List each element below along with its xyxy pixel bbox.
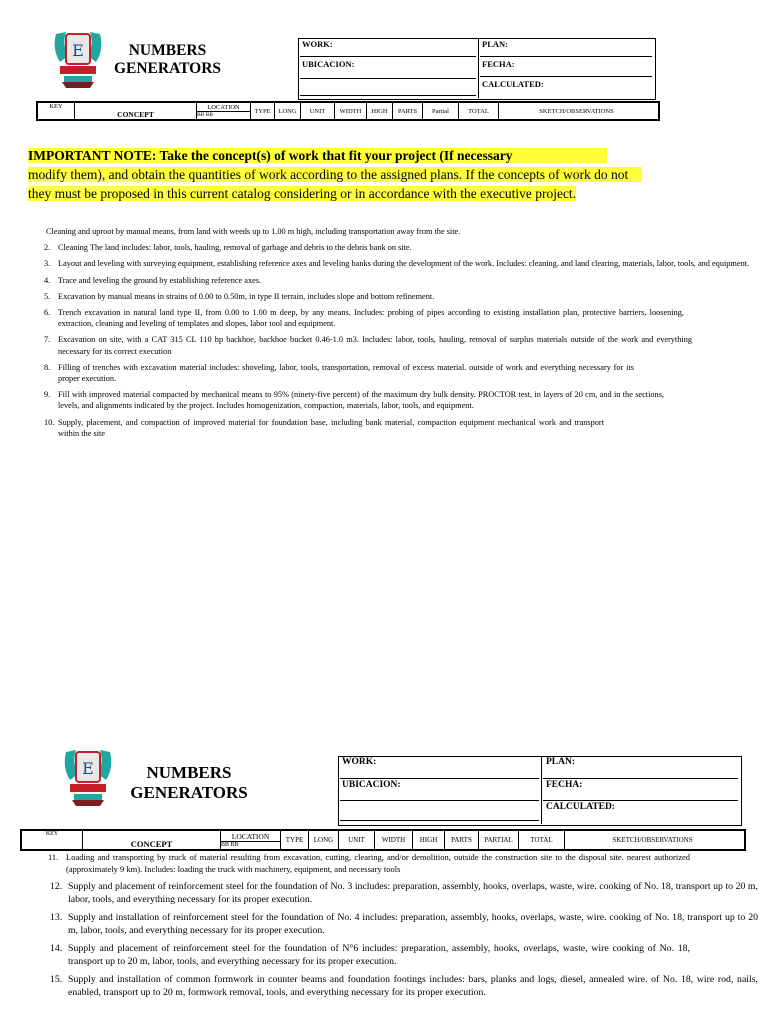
list-item-number: 3. xyxy=(44,259,51,269)
fecha-underline xyxy=(543,800,738,801)
list-item-number: 7. xyxy=(44,335,51,345)
list-item-text: Supply and placement of reinforcement steel for the foundation of No. 3 includes: preparation, assembly, hooks, overlaps, waste, wire. cooking of No. 18, transport up to 20 m, labor, tools, and everything necessary for its proper execution. xyxy=(68,881,758,905)
form-title-line2: GENERATORS xyxy=(113,59,222,77)
col-high: HIGH xyxy=(366,103,392,119)
col-parts: PARTS xyxy=(392,103,422,119)
list-item-number: 5. xyxy=(44,291,51,301)
col-total: TOTAL xyxy=(518,831,564,849)
fecha-underline xyxy=(480,76,652,77)
list-item xyxy=(44,291,766,302)
form-title xyxy=(100,42,235,78)
list-item-text: Fill with improved material compacted by mechanical means to 95% (ninety-five percent) of the maximum dry bulk density. PROCTOR test, in layers of 20 cm, and in the sections, levels, and alignments indicated by the project. Includes homogenization, compaction, materials, labor, tools, and equipment. xyxy=(58,390,664,411)
list-item xyxy=(50,973,758,999)
list-item xyxy=(44,258,766,269)
plan-label: PLAN: xyxy=(482,39,508,49)
list-item-text: Trace and leveling the ground by establishing reference axes. xyxy=(58,275,262,285)
col-sketch: SKETCH/OBSERVATIONS xyxy=(498,103,654,119)
list-item xyxy=(44,334,692,356)
list-item-number: 12. xyxy=(50,881,63,892)
col-key: KEY xyxy=(45,831,59,837)
col-sketch: SKETCH/OBSERVATIONS xyxy=(564,831,740,849)
work-label: WORK: xyxy=(302,39,333,49)
important-note xyxy=(28,146,668,203)
ubicacion-underline-2 xyxy=(340,820,539,821)
col-location xyxy=(220,831,280,849)
column-header-bar xyxy=(20,829,746,851)
project-info-divider xyxy=(541,756,542,824)
col-unit: UNIT xyxy=(300,103,334,119)
list-item-number: 9. xyxy=(44,390,51,400)
list-item xyxy=(44,275,766,286)
plan-underline xyxy=(480,56,652,57)
list-item xyxy=(44,226,766,237)
svg-text:E: E xyxy=(72,41,84,60)
col-long: LONG xyxy=(274,103,300,119)
list-item xyxy=(44,389,664,411)
plan-label: PLAN: xyxy=(546,757,576,767)
list-item-text: Loading and transporting by truck of material resulting from excavation, cutting, clearing, and/or demolition, outside the construction site to the disposal site. nearest authorized (approximately 9 km). Includes: loading the truck with machinery, equipment, and necessary tools xyxy=(66,852,690,874)
list-item xyxy=(44,417,604,439)
work-underline xyxy=(300,56,476,57)
col-width: WIDTH xyxy=(374,831,412,849)
list-item-number: 13. xyxy=(50,912,63,923)
svg-text:E: E xyxy=(82,759,94,778)
project-info-box xyxy=(338,756,742,826)
list-item-text: Layout and leveling with surveying equipment, establishing reference axes and leveling banks during the development of the work. Includes: cleaning. and land clearing, materials, labor, tools, and equipment. xyxy=(58,259,750,269)
col-partial: Partial xyxy=(422,103,458,119)
col-key: KEY xyxy=(49,103,63,110)
project-info-box xyxy=(298,38,656,100)
list-item xyxy=(50,880,758,906)
list-item-text: Supply and placement of reinforcement steel for the foundation of N°6 includes: preparation, assembly, hooks, overlaps, waste, wire cooking of No. 18, transport up to 20 m, labor, tools, and everything necessary for its proper execution. xyxy=(68,943,690,967)
list-item xyxy=(44,307,684,329)
form-title-line1: NUMBERS xyxy=(128,42,207,59)
col-location-sub: BB BB xyxy=(221,841,280,848)
col-parts: PARTS xyxy=(444,831,478,849)
col-location-label: LOCATION xyxy=(231,832,270,841)
col-concept: CONCEPT xyxy=(74,103,196,119)
list-item-text: Filling of trenches with excavation material includes: shoveling, labor, tools, transportation, removal of excess material. outside of work and everything necessary for its proper execution. xyxy=(58,362,634,384)
form-title-line1: NUMBERS xyxy=(146,763,232,782)
form-title xyxy=(116,763,262,802)
col-width: WIDTH xyxy=(334,103,366,119)
list-item-text: Supply, placement, and compaction of improved material for foundation base, including bank material, compaction equipment mechanical work and transport within the site xyxy=(58,417,604,438)
ubicacion-underline xyxy=(300,78,476,79)
list-item-text: Cleaning The land includes: labor, tools, hauling, removal of garbage and debris to the debris bank on site. xyxy=(58,243,412,253)
list-item-text: Excavation by manual means in strains of 0.00 to 0.50m, in type II terrain, includes slope and bottom refinement. xyxy=(58,291,435,301)
calculated-label: CALCULATED: xyxy=(546,802,615,812)
fecha-label: FECHA: xyxy=(546,780,583,790)
list-item-number: 6. xyxy=(44,308,51,318)
concept-list-1 xyxy=(44,226,766,439)
list-item-number: 8. xyxy=(44,362,51,372)
project-info-divider xyxy=(478,38,479,98)
column-header-bar xyxy=(36,101,660,121)
list-item-number: 4. xyxy=(44,275,51,285)
list-item xyxy=(50,851,690,875)
col-long: LONG xyxy=(308,831,338,849)
institution-logo xyxy=(60,744,116,808)
col-partial: PARTIAL xyxy=(478,831,518,849)
plan-underline xyxy=(543,778,738,779)
list-item-number: 11. xyxy=(48,852,59,862)
note-line-3: they must be proposed in this current catalog considering or in accordance with the executive project. xyxy=(28,186,577,201)
col-location-label: LOCATION xyxy=(207,104,240,111)
col-type: TYPE xyxy=(280,831,308,849)
institution-logo xyxy=(50,26,106,90)
list-item xyxy=(44,242,766,253)
form-title-line2: GENERATORS xyxy=(130,782,248,802)
col-high: HIGH xyxy=(412,831,444,849)
list-item-number: 15. xyxy=(50,974,63,985)
list-item-text: Supply and installation of common formwork in counter beams and foundation footings includes: bars, planks and logs, diesel, annealed wire. of No. 18, wire rod, nails, enabled, transport up to 20 m, formwork removal, tools, and everything necessary for its proper execution. xyxy=(68,974,758,998)
list-item-number: 14. xyxy=(50,943,63,954)
col-unit: UNIT xyxy=(338,831,374,849)
list-item-text: Cleaning and uproot by manual means, from land with weeds up to 1.00 m high, including transportation away from the site. xyxy=(46,227,461,236)
col-concept: CONCEPT xyxy=(82,831,220,849)
col-total: TOTAL xyxy=(458,103,498,119)
col-location xyxy=(196,103,250,119)
ubicacion-label: UBICACION: xyxy=(342,780,401,790)
col-location-sub: BB BB xyxy=(197,111,250,118)
list-item-text: Trench excavation in natural land type II, from 0.00 to 1.00 m deep, by any means. Includes: probing of pipes according to existing installation plan, protective barriers, loosening, extraction, cleaning and leveling of templates and slopes, labor tool and equipment. xyxy=(58,308,684,329)
col-type: TYPE xyxy=(250,103,274,119)
list-item xyxy=(44,362,634,384)
ubicacion-underline-2 xyxy=(300,95,476,96)
list-item-number: 2. xyxy=(44,243,51,253)
concept-list-2 xyxy=(50,851,758,999)
note-line-1: IMPORTANT NOTE: Take the concept(s) of work that fit your project (If necessary xyxy=(28,148,607,163)
list-item xyxy=(50,911,758,937)
list-item xyxy=(50,942,690,968)
ubicacion-label: UBICACION: xyxy=(302,59,355,69)
list-item-number: 10. xyxy=(44,417,55,427)
list-item-text: Supply and installation of reinforcement steel for the foundation of No. 4 includes: preparation, assembly, hooks, overlaps, waste, wire. cooking of No. 18, transport up to 20 m, labor, tools, and everything necessary for its proper execution. xyxy=(68,912,758,936)
calculated-label: CALCULATED: xyxy=(482,79,544,89)
list-item-text: Excavation on site, with a CAT 315 CL 110 hp backhoe, backhoe bucket 0.46-1.0 m3. Includes: labor, tools, hauling, removal of surplus materials outside of the work and everything necessary for its correct execution xyxy=(58,335,692,356)
work-underline xyxy=(340,778,539,779)
fecha-label: FECHA: xyxy=(482,59,515,69)
note-line-2: modify them), and obtain the quantities of work according to the assigned plans. If the concepts of work do not xyxy=(28,167,642,182)
ubicacion-underline xyxy=(340,800,539,801)
work-label: WORK: xyxy=(342,757,377,767)
